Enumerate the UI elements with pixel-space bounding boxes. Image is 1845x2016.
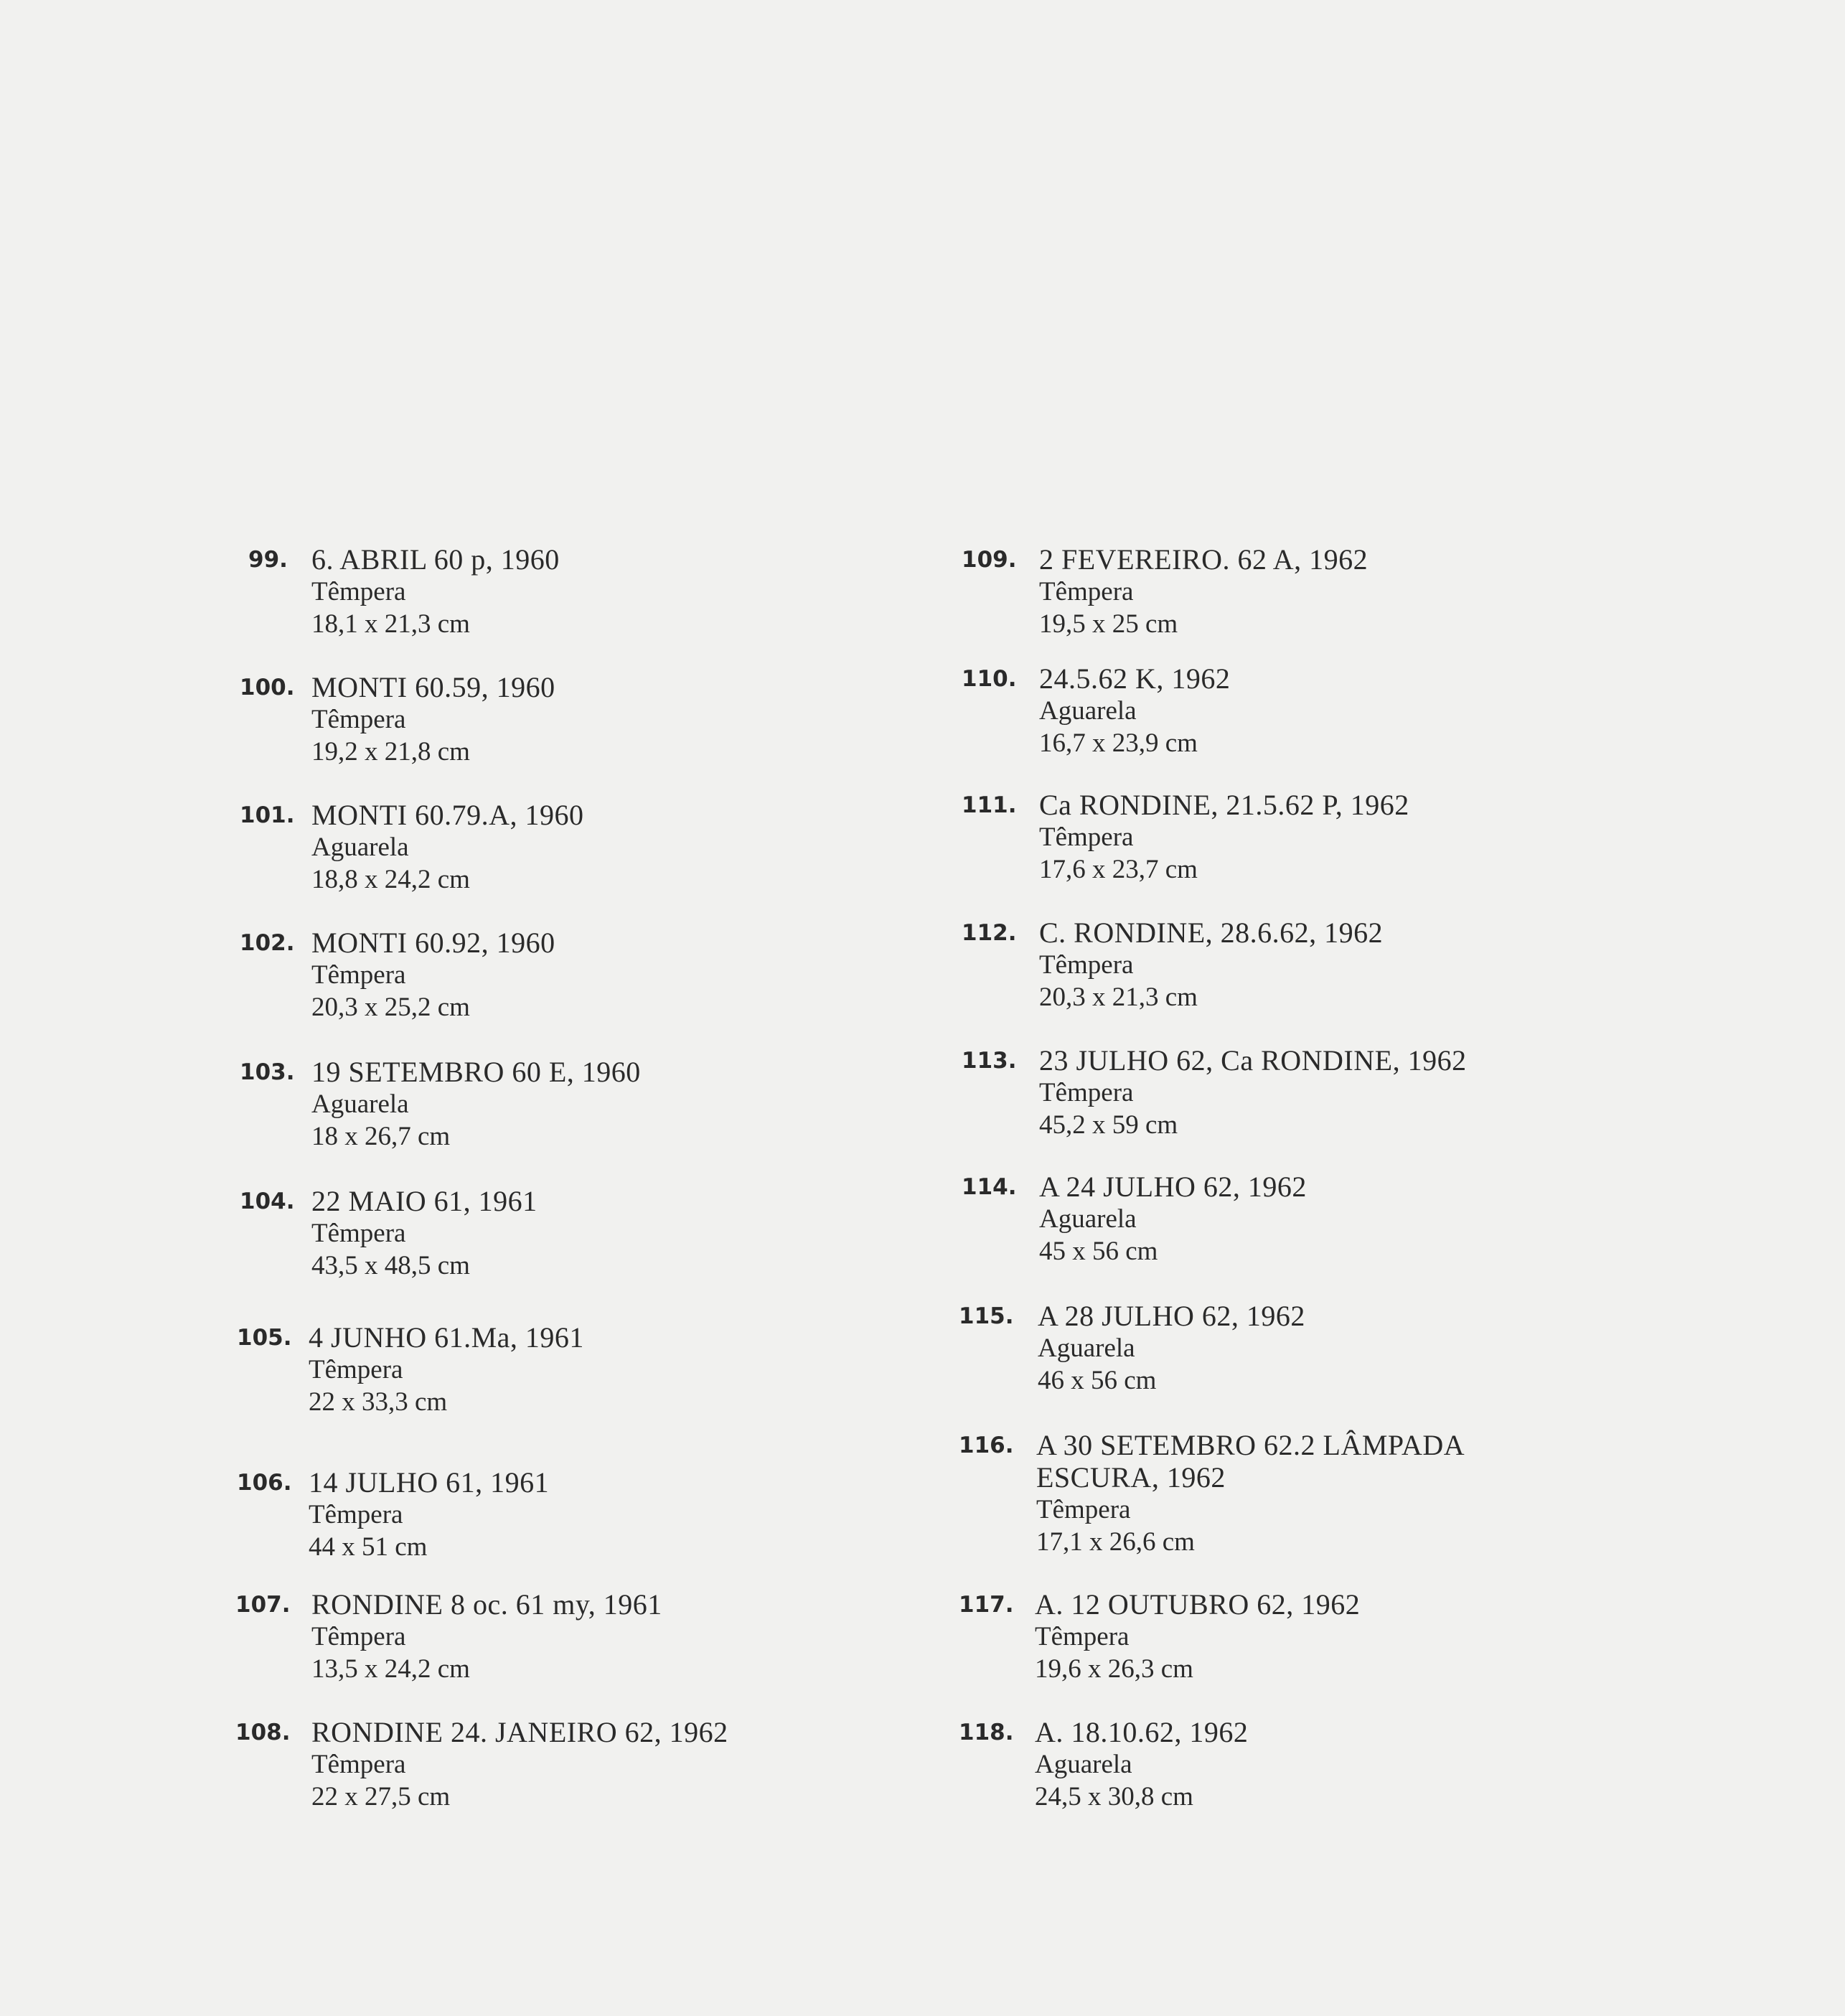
entry-title: RONDINE 24. JANEIRO 62, 1962 [311, 1716, 728, 1748]
entry-title: A 30 SETEMBRO 62.2 LÂMPADA [1036, 1429, 1465, 1461]
entry-title: Ca RONDINE, 21.5.62 P, 1962 [1039, 789, 1409, 821]
entry-number: 99. [248, 547, 288, 573]
entry-title: 19 SETEMBRO 60 E, 1960 [311, 1056, 641, 1088]
entry-number: 114. [962, 1174, 1017, 1200]
entry-medium: Aguarela [311, 833, 409, 862]
entry-title: 14 JULHO 61, 1961 [309, 1466, 550, 1499]
entry-size: 24,5 x 30,8 cm [1035, 1782, 1193, 1811]
entry-medium: Têmpera [311, 1750, 406, 1779]
entry-size: 17,6 x 23,7 cm [1039, 855, 1198, 884]
entry-title: 2 FEVEREIRO. 62 A, 1962 [1039, 543, 1369, 576]
entry-medium: Têmpera [311, 960, 406, 990]
entry-title: 6. ABRIL 60 p, 1960 [311, 543, 560, 576]
entry-title: 4 JUNHO 61.Ma, 1961 [309, 1321, 584, 1354]
entry-medium: Têmpera [1035, 1622, 1130, 1651]
entry-size: 20,3 x 21,3 cm [1039, 983, 1198, 1012]
entry-size: 19,2 x 21,8 cm [311, 737, 470, 766]
entry-medium: Têmpera [309, 1355, 403, 1384]
entry-number: 115. [959, 1303, 1014, 1329]
entry-medium: Têmpera [1039, 1078, 1134, 1107]
entry-title: 23 JULHO 62, Ca RONDINE, 1962 [1039, 1044, 1467, 1077]
entry-size: 43,5 x 48,5 cm [311, 1251, 470, 1280]
entry-number: 108. [235, 1720, 291, 1745]
entry-number: 101. [240, 802, 295, 828]
entry-medium: Aguarela [1035, 1750, 1132, 1779]
entry-size: 16,7 x 23,9 cm [1039, 728, 1198, 758]
entry-size: 18,8 x 24,2 cm [311, 865, 470, 894]
entry-size: 46 x 56 cm [1038, 1366, 1157, 1395]
entry-title: 24.5.62 K, 1962 [1039, 662, 1231, 695]
entry-number: 105. [237, 1325, 292, 1351]
entry-title: 22 MAIO 61, 1961 [311, 1185, 537, 1217]
entry-size: 19,5 x 25 cm [1039, 609, 1178, 639]
entry-number: 109. [962, 547, 1017, 573]
entry-title: MONTI 60.79.A, 1960 [311, 799, 584, 831]
entry-medium: Têmpera [311, 577, 406, 606]
entry-title: A. 18.10.62, 1962 [1035, 1716, 1249, 1748]
entry-number: 116. [959, 1433, 1014, 1458]
entry-number: 100. [240, 675, 295, 700]
entry-number: 103. [240, 1059, 295, 1085]
entry-medium: Têmpera [311, 1219, 406, 1248]
entry-number: 118. [959, 1720, 1014, 1745]
entry-title: MONTI 60.59, 1960 [311, 671, 555, 703]
entry-medium: Têmpera [309, 1500, 403, 1529]
entry-size: 18 x 26,7 cm [311, 1122, 451, 1151]
entry-size: 22 x 27,5 cm [311, 1782, 451, 1811]
entry-title: C. RONDINE, 28.6.62, 1962 [1039, 916, 1384, 949]
entry-medium: Têmpera [311, 1622, 406, 1651]
entry-number: 111. [962, 792, 1017, 818]
entry-medium: Têmpera [1039, 577, 1134, 606]
entry-title-continued: ESCURA, 1962 [1036, 1461, 1226, 1494]
entry-size: 45 x 56 cm [1039, 1237, 1158, 1266]
entry-medium: Têmpera [1036, 1495, 1131, 1524]
entry-number: 106. [237, 1470, 292, 1496]
entry-size: 18,1 x 21,3 cm [311, 609, 470, 639]
entry-medium: Têmpera [1039, 950, 1134, 980]
entry-title: A 24 JULHO 62, 1962 [1039, 1171, 1307, 1203]
entry-number: 112. [962, 920, 1017, 946]
entry-size: 45,2 x 59 cm [1039, 1110, 1178, 1140]
entry-size: 44 x 51 cm [309, 1532, 428, 1562]
entry-medium: Aguarela [1038, 1333, 1135, 1363]
entry-number: 104. [240, 1188, 295, 1214]
entry-medium: Aguarela [1039, 696, 1137, 726]
entry-title: MONTI 60.92, 1960 [311, 927, 555, 959]
entry-number: 113. [962, 1048, 1017, 1074]
entry-number: 102. [240, 930, 295, 956]
entry-number: 107. [235, 1592, 291, 1618]
entry-medium: Aguarela [311, 1089, 409, 1119]
entry-title: A 28 JULHO 62, 1962 [1038, 1300, 1305, 1332]
entry-size: 20,3 x 25,2 cm [311, 993, 470, 1022]
entry-size: 22 x 33,3 cm [309, 1387, 448, 1417]
entry-medium: Têmpera [311, 705, 406, 734]
entry-title: A. 12 OUTUBRO 62, 1962 [1035, 1588, 1361, 1621]
entry-title: RONDINE 8 oc. 61 my, 1961 [311, 1588, 662, 1621]
entry-medium: Têmpera [1039, 822, 1134, 852]
entry-size: 19,6 x 26,3 cm [1035, 1654, 1193, 1684]
entry-size: 13,5 x 24,2 cm [311, 1654, 470, 1684]
entry-number: 117. [959, 1592, 1014, 1618]
entry-number: 110. [962, 666, 1017, 692]
entry-medium: Aguarela [1039, 1204, 1137, 1234]
entry-size: 17,1 x 26,6 cm [1036, 1527, 1195, 1557]
